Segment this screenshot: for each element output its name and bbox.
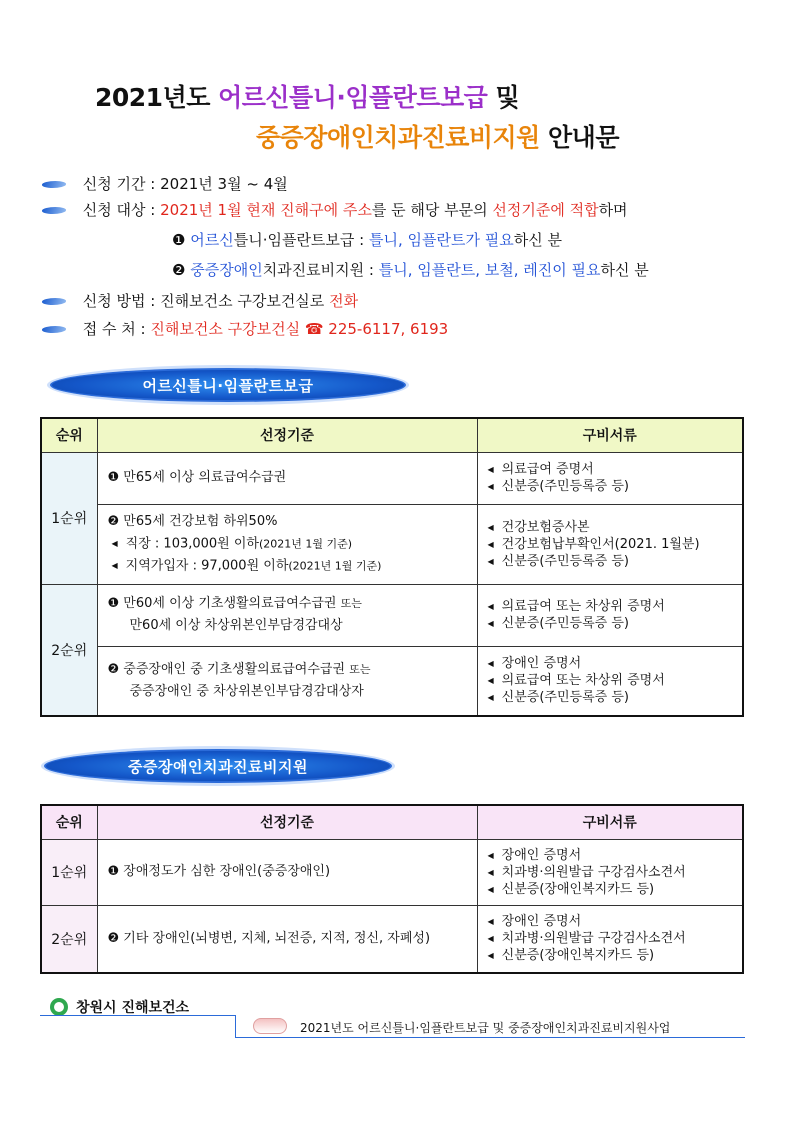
page-title-line2 <box>256 118 619 154</box>
sub1-need: 틀니, 임플란트가 필요 <box>369 231 514 249</box>
rank-2: 2순위 <box>41 905 97 973</box>
criteria-text: 중증장애인 중 차상위본인부담경감대상자 <box>129 683 364 699</box>
info-period <box>42 173 288 194</box>
criteria-sub: ◀ 직장 : 103,000원 이하(2021년 1월 기준) <box>111 536 353 551</box>
doc-item: ◀ 신분증(주민등록증 등) <box>487 553 629 569</box>
title-highlight-denture: 어르신틀니·임플란트보급 <box>218 83 488 112</box>
method-label: 신청 방법 : <box>82 292 156 310</box>
footer-divider <box>235 1037 745 1038</box>
criteria-text: 만60세 이상 차상위본인부담경감대상 <box>129 618 343 633</box>
info-office <box>42 318 448 339</box>
table-row <box>41 584 743 646</box>
section1-banner <box>50 368 406 402</box>
target-label: 신청 대상 : <box>82 201 156 219</box>
bullet-icon <box>42 205 70 216</box>
target-criteria: 선정기준에 적합 <box>492 201 599 219</box>
table-row <box>41 839 743 905</box>
criteria-cell <box>97 504 477 584</box>
criteria-cell <box>97 646 477 716</box>
table-row <box>41 905 743 973</box>
target-sub-1 <box>172 229 562 250</box>
target-mid: 를 둔 해당 부문의 <box>371 201 488 219</box>
table-row <box>41 452 743 504</box>
sub2-disabled: 중증장애인 <box>190 261 263 279</box>
header-criteria: 선정기준 <box>97 805 477 839</box>
sub1-text: 틀니·임플란트보급 : <box>233 231 365 249</box>
criteria-cell <box>97 839 477 905</box>
section1-table <box>40 417 744 717</box>
method-value: 진해보건소 구강보건실로 <box>160 292 325 310</box>
info-method <box>42 290 358 311</box>
footer-organization <box>50 997 189 1017</box>
title-highlight-disabled: 중증장애인치과진료비지원 <box>256 123 540 152</box>
org-name: 창원시 진해보건소 <box>76 1000 190 1016</box>
header-documents: 구비서류 <box>477 418 743 452</box>
target-end: 하며 <box>598 201 628 219</box>
office-label: 접 수 처 : <box>82 320 146 338</box>
target-sub-2 <box>172 259 649 280</box>
header-criteria: 선정기준 <box>97 418 477 452</box>
doc-item: ◀ 의료급여 또는 차상위 증명서 <box>487 599 665 614</box>
table-header-row <box>41 805 743 839</box>
sub1-elderly: 어르신 <box>190 231 234 249</box>
target-address: 2021년 1월 현재 진해구에 주소 <box>160 201 372 219</box>
footer-divider <box>40 1015 235 1016</box>
doc-item: ◀ 신분증(장애인복지카드 등) <box>487 948 655 964</box>
doc-item: ◀ 신분증(주민등록증 등) <box>487 616 629 631</box>
method-phone: 전화 <box>329 292 359 310</box>
rank-2: 2순위 <box>41 584 97 716</box>
page-title-line1 <box>95 78 519 114</box>
doc-item: ◀ 의료급여 증명서 <box>487 462 594 477</box>
doc-item: ◀ 의료급여 또는 차상위 증명서 <box>487 673 665 689</box>
criteria-sub: ◀ 지역가입자 : 97,000원 이하(2021년 1월 기준) <box>111 558 382 574</box>
footer-divider <box>235 1015 236 1037</box>
footer-project-name: 2021년도 어르신틀니·임플란트보급 및 중증장애인치과진료비지원사업 <box>300 1021 671 1035</box>
criteria-text: ❶ 만65세 이상 의료급여수급권 <box>107 470 287 485</box>
rank-1: 1순위 <box>41 839 97 905</box>
title-year: 2021년도 <box>95 83 210 112</box>
table-header-row <box>41 418 743 452</box>
section2-banner <box>44 749 392 783</box>
sub2-number: ❷ <box>172 261 186 279</box>
period-label: 신청 기간 : <box>82 175 156 193</box>
bullet-icon <box>42 324 70 335</box>
sub1-end: 하신 분 <box>513 231 562 249</box>
doc-item: ◀ 신분증(주민등록증 등) <box>487 479 629 494</box>
sub2-text: 치과진료비지원 : <box>262 261 374 279</box>
section2-title: 중증장애인치과진료비지원 <box>128 757 308 776</box>
criteria-text: ❷ 기타 장애인(뇌병변, 지체, 뇌전증, 지적, 정신, 자폐성) <box>107 930 431 946</box>
doc-item: ◀ 신분증(장애인복지카드 등) <box>487 881 655 897</box>
criteria-text: ❷ 만65세 건강보험 하위50% <box>107 513 278 529</box>
sub2-end: 하신 분 <box>600 261 649 279</box>
criteria-text: ❶ 장애정도가 심한 장애인(중증장애인) <box>107 864 331 879</box>
period-value: 2021년 3월 ~ 4월 <box>160 175 288 193</box>
title-conjunction: 및 <box>495 83 520 112</box>
docs-cell <box>477 584 743 646</box>
docs-cell <box>477 452 743 504</box>
office-value: 진해보건소 구강보건실 ☎ 225-6117, 6193 <box>150 320 449 338</box>
teeth-icon <box>253 1018 287 1034</box>
header-documents: 구비서류 <box>477 805 743 839</box>
criteria-text: ❶ 만60세 이상 기초생활의료급여수급권 또는 <box>107 596 362 611</box>
sub2-need: 틀니, 임플란트, 보철, 레진이 필요 <box>378 261 601 279</box>
bullet-icon <box>42 179 70 190</box>
sub1-number: ❶ <box>172 231 186 249</box>
doc-item: ◀ 장애인 증명서 <box>487 656 582 672</box>
docs-cell <box>477 905 743 973</box>
section1-title: 어르신틀니·임플란트보급 <box>142 376 314 395</box>
city-logo-icon <box>50 998 68 1016</box>
criteria-cell <box>97 452 477 504</box>
docs-cell <box>477 839 743 905</box>
criteria-cell <box>97 584 477 646</box>
table-row <box>41 646 743 716</box>
doc-item: ◀ 건강보험증사본 <box>487 519 590 535</box>
bullet-icon <box>42 296 70 307</box>
table-row <box>41 504 743 584</box>
docs-cell <box>477 646 743 716</box>
doc-item: ◀ 치과병·의원발급 구강검사소견서 <box>487 931 686 947</box>
header-rank: 순위 <box>41 805 97 839</box>
criteria-text: ❷ 중증장애인 중 기초생활의료급여수급권 또는 <box>107 661 371 677</box>
doc-item: ◀ 건강보험납부확인서(2021. 1월분) <box>487 536 700 552</box>
doc-item: ◀ 치과병·의원발급 구강검사소견서 <box>487 864 686 880</box>
header-rank: 순위 <box>41 418 97 452</box>
section2-table <box>40 804 744 974</box>
title-notice: 안내문 <box>548 123 619 152</box>
docs-cell <box>477 504 743 584</box>
info-target <box>42 199 628 220</box>
doc-item: ◀ 장애인 증명서 <box>487 847 582 863</box>
rank-1: 1순위 <box>41 452 97 584</box>
doc-item: ◀ 장애인 증명서 <box>487 914 582 930</box>
doc-item: ◀ 신분증(주민등록증 등) <box>487 690 629 706</box>
criteria-cell <box>97 905 477 973</box>
